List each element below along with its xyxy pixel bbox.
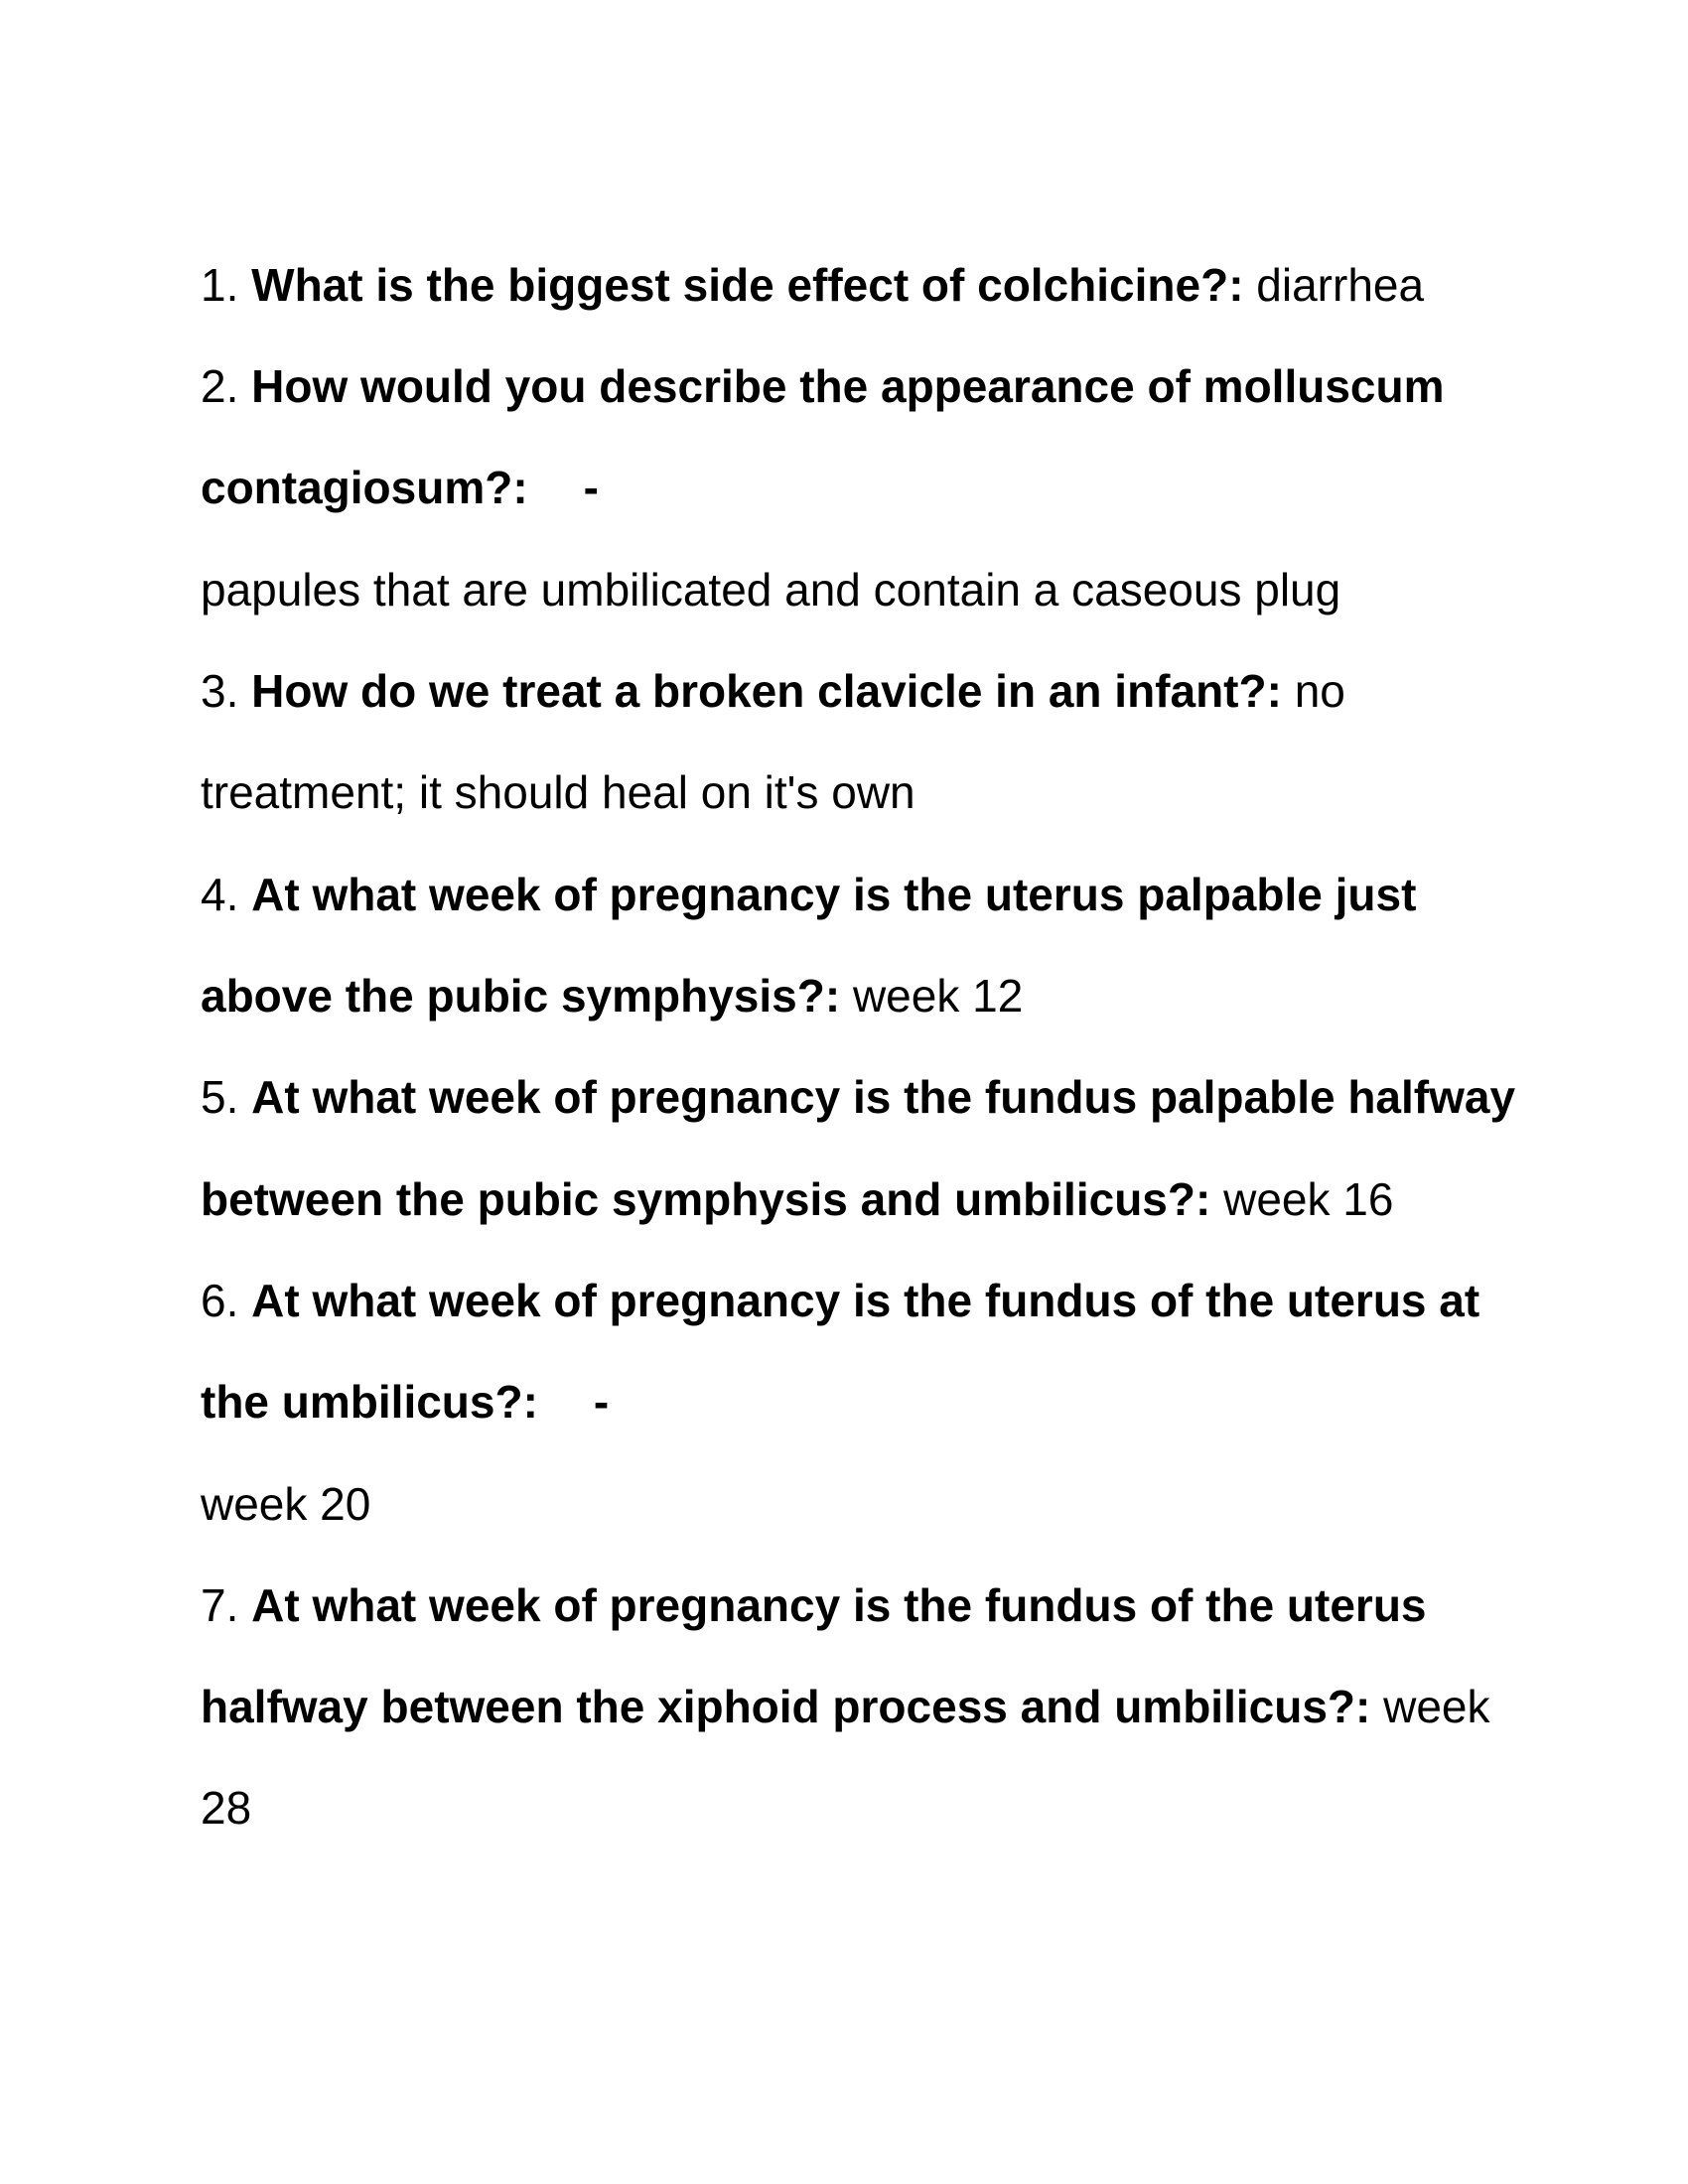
answer-text: week 16: [1223, 1173, 1394, 1225]
question-text: At what week of pregnancy is the fundus of the uterus: [251, 1579, 1427, 1631]
qa-item-4-line-2: [201, 970, 1024, 1022]
answer-text: no: [1294, 665, 1345, 717]
qa-item-7-line-2: [201, 1681, 1490, 1732]
qa-item-7-line-1: [201, 1579, 1427, 1631]
answer-separator: -: [593, 1376, 610, 1428]
question-text: At what week of pregnancy is the uterus palpable just: [251, 869, 1417, 920]
qa-item-6-answer: [201, 1478, 371, 1530]
qa-item-3-answer: [201, 766, 915, 818]
answer-separator: -: [583, 462, 599, 513]
question-text: How would you describe the appearance of molluscum: [251, 360, 1445, 412]
qa-item-4-line-1: [201, 869, 1417, 920]
qa-item-6-line-1: [201, 1275, 1480, 1326]
qa-item-2-line-1: [201, 360, 1445, 412]
answer-text: week 20: [201, 1478, 371, 1530]
question-text: between the pubic symphysis and umbilicus?:: [201, 1173, 1211, 1225]
answer-text: treatment; it should heal on it's own: [201, 766, 915, 818]
question-text: halfway between the xiphoid process and umbilicus?:: [201, 1681, 1371, 1732]
answer-text: week 12: [852, 970, 1024, 1022]
item-number: 5.: [201, 1071, 239, 1123]
qa-item-1: [201, 259, 1425, 311]
question-text: the umbilicus?:: [201, 1376, 538, 1428]
qa-item-2-answer: [201, 564, 1341, 615]
qa-item-7-answer: [201, 1782, 252, 1834]
item-number: 1.: [201, 259, 239, 311]
qa-item-2-line-2: [201, 462, 599, 513]
answer-text: week: [1383, 1681, 1490, 1732]
question-text: above the pubic symphysis?:: [201, 970, 841, 1022]
item-number: 6.: [201, 1275, 239, 1326]
question-text: contagiosum?:: [201, 462, 528, 513]
question-text: At what week of pregnancy is the fundus palpable halfway: [251, 1071, 1516, 1123]
answer-text: diarrhea: [1256, 259, 1425, 311]
item-number: 3.: [201, 665, 239, 717]
qa-item-6-line-2: [201, 1376, 610, 1428]
item-number: 4.: [201, 869, 239, 920]
qa-item-5-line-2: [201, 1173, 1394, 1225]
qa-item-5-line-1: [201, 1071, 1516, 1123]
question-text: At what week of pregnancy is the fundus of the uterus at: [251, 1275, 1480, 1326]
answer-text: 28: [201, 1782, 252, 1834]
question-text: What is the biggest side effect of colchicine?:: [251, 259, 1244, 311]
qa-item-3-line-1: [201, 665, 1345, 717]
answer-text: papules that are umbilicated and contain a caseous plug: [201, 564, 1341, 615]
item-number: 2.: [201, 360, 239, 412]
item-number: 7.: [201, 1579, 239, 1631]
question-text: How do we treat a broken clavicle in an infant?:: [251, 665, 1282, 717]
